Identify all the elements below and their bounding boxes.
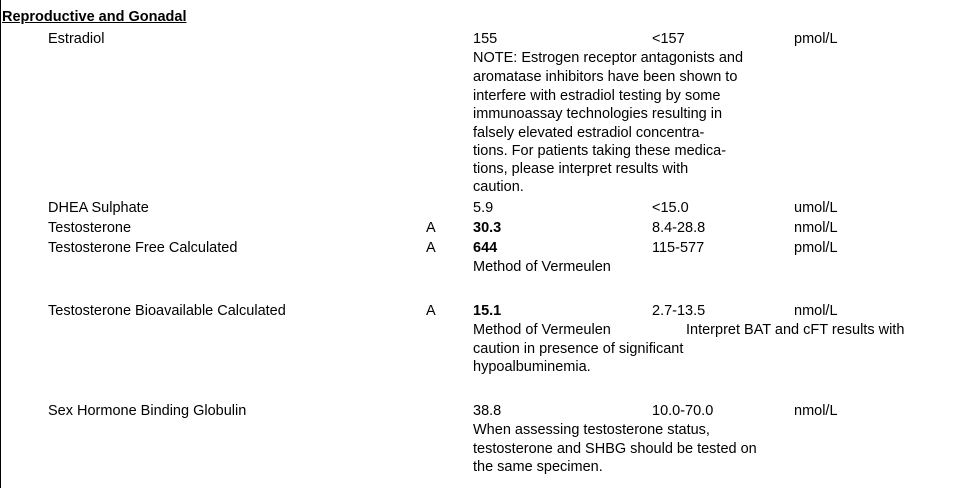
units: nmol/L [794,403,838,419]
test-name: Testosterone [48,220,132,236]
note-line: caution in presence of significant [473,341,684,357]
note-line: Interpret BAT and cFT results with [686,322,905,338]
test-name: Estradiol [48,31,105,47]
note-line: NOTE: Estrogen receptor antagonists and [473,50,744,66]
left-border-line [0,0,1,488]
result-value: 644 [473,240,498,256]
reference-range: 2.7-13.5 [652,303,706,319]
note-line: Method of Vermeulen [473,259,611,275]
note-line: caution. [473,179,524,195]
reference-range: 10.0-70.0 [652,403,714,419]
section-title: Reproductive and Gonadal [2,9,187,25]
note-line: the same specimen. [473,459,603,475]
reference-range: 115-577 [652,240,705,256]
note-line: immunoassay technologies resulting in [473,106,723,122]
units: nmol/L [794,220,838,236]
note-line: When assessing testosterone status, [473,422,710,438]
reference-range: <157 [652,31,685,47]
result-value: 5.9 [473,200,494,216]
test-name: Testosterone Free Calculated [48,240,238,256]
abnormal-flag: A [426,220,436,236]
result-value: 38.8 [473,403,502,419]
test-name: Testosterone Bioavailable Calculated [48,303,286,319]
note-line: Method of Vermeulen [473,322,611,338]
test-name: Sex Hormone Binding Globulin [48,403,247,419]
test-name: DHEA Sulphate [48,200,149,216]
units: pmol/L [794,31,838,47]
reference-range: <15.0 [652,200,689,216]
units: umol/L [794,200,838,216]
units: nmol/L [794,303,838,319]
note-line: tions, please interpret results with [473,161,689,177]
note-line: tions. For patients taking these medica- [473,143,727,159]
result-value: 155 [473,31,498,47]
reference-range: 8.4-28.8 [652,220,706,236]
abnormal-flag: A [426,240,436,256]
result-value: 30.3 [473,220,502,236]
note-line: interfere with estradiol testing by some [473,88,721,104]
note-line: hypoalbuminemia. [473,359,591,375]
result-value: 15.1 [473,303,502,319]
note-line: falsely elevated estradiol concentra- [473,125,705,141]
units: pmol/L [794,240,838,256]
note-line: testosterone and SHBG should be tested on [473,441,757,457]
abnormal-flag: A [426,303,436,319]
note-line: aromatase inhibitors have been shown to [473,69,738,85]
